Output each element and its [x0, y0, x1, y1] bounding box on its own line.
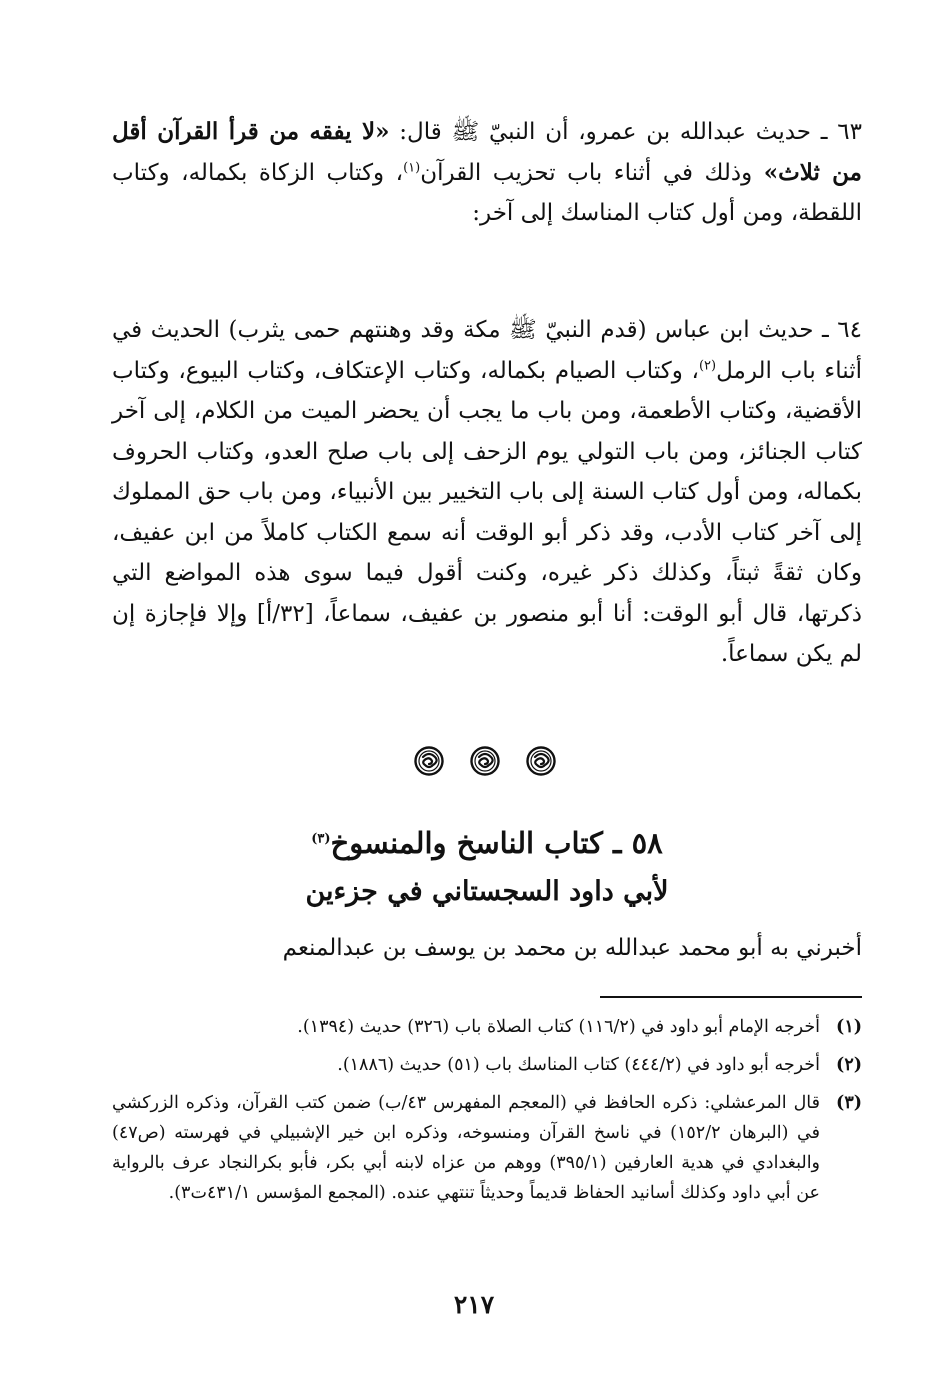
ornament-icon: [414, 746, 444, 776]
footnote-number: (٢): [836, 1055, 862, 1075]
footnote-text: أخرجه الإمام أبو داود في (١١٦/٢) كتاب الصلاة باب (٣٢٦) حديث (١٣٩٤).: [297, 1017, 820, 1037]
footnote-number: (٣): [836, 1093, 862, 1113]
paragraph-63: [112, 112, 862, 234]
footnote-3: [112, 1088, 862, 1208]
section-title: ٥٨ ـ كتاب الناسخ والمنسوخ$^{(٣)}$: [311, 826, 663, 860]
footnotes: [112, 1012, 862, 1216]
ornament-icon: [526, 746, 556, 776]
page-number: ٢١٧: [453, 1290, 495, 1319]
paragraph-lead: ٦٣ ـ حديث عبدالله بن عمرو، أن النبيّ ﷺ قال:: [389, 119, 862, 145]
footnote-ref-2[interactable]: (٢): [698, 357, 717, 373]
paragraph-text: وذلك في أثناء باب تحزيب القرآن: [420, 159, 764, 186]
footnote-ref-1[interactable]: (١): [403, 159, 421, 175]
section-intro: أخبرني به أبو محمد عبدالله بن محمد بن يوسف بن عبدالمنعم: [282, 935, 862, 961]
section-subtitle: لأبي داود السجستاني في جزءين: [305, 876, 669, 907]
paragraph-text: ، وكتاب الزكاة بكماله، وكتاب اللقطة، ومن أول كتاب المناسك إلى آخر:: [112, 159, 862, 226]
footnote-1: [112, 1012, 862, 1042]
footnote-2: [112, 1050, 862, 1080]
section-divider-ornaments: [400, 746, 570, 780]
paragraph-lead: ٦٤ ـ حديث ابن عباس (قدم النبيّ ﷺ مكة وقد وهنتهم حمى يثرب) الحديث في أثناء باب الرمل: [112, 317, 862, 384]
hadith-quote: «لا يفقه من قرأ القرآن أقل من ثلاث»: [112, 118, 862, 186]
ornament-icon: [470, 746, 500, 776]
footnote-number: (١): [836, 1017, 862, 1037]
paragraph-64: [112, 310, 862, 675]
footnote-ref-3[interactable]: (٣): [311, 831, 331, 847]
footnote-text: قال المرعشلي: ذكره الحافظ في (المعجم المفهرس ٤٣/ب) ضمن كتب القرآن، وذكره الزركشي في (البرهان ١٥٢/٢) في ناسخ القرآن ومنسوخه، وذكره ابن خير الإشبيلي في فهرسته (ص٤٧) والبغدادي في هدية العارفين (٣٩٥/١) ووهم من عزاه لابنه أبي بكر، فأبو بكرالنجاد عرف بالرواية عن أبي داود وكذلك أسانيد الحفاظ قديماً وحديثاً تنتهي عنده. (المجمع المؤسس ٤٣١/١ت٣).: [112, 1093, 821, 1203]
footnote-text: أخرجه أبو داود في (٤٤٤/٢) كتاب المناسك باب (٥١) حديث (١٨٨٦).: [337, 1055, 820, 1075]
footnote-divider: [600, 996, 862, 998]
paragraph-text: ، وكتاب الصيام بكماله، وكتاب الإعتكاف، وكتاب البيوع، وكتاب الأقضية، وكتاب الأطعمة، ومن باب ما يجب أن يحضر الميت من الكلام، إلى آخر كتاب الجنائز، ومن باب التولي يوم الزحف إلى باب صلح العدو، وكتاب الحروف بكماله، ومن أول كتاب السنة إلى باب التخيير بين الأنبياء، ومن باب حق المملوك إلى آخر كتاب الأدب، وقد ذكر أبو الوقت أنه سمع الكتاب كاملاً من ابن عفيف، وكان ثقةً ثبتاً، وكذلك ذكر غيره، وكنت أقول فيما سوى هذه المواضع التي ذكرتها، قال أبو الوقت: أنا أبو منصور بن عفيف، سماعاً، [٣٢/أ] وإلا فإجازة إن لم يكن سماعاً.: [112, 357, 863, 667]
